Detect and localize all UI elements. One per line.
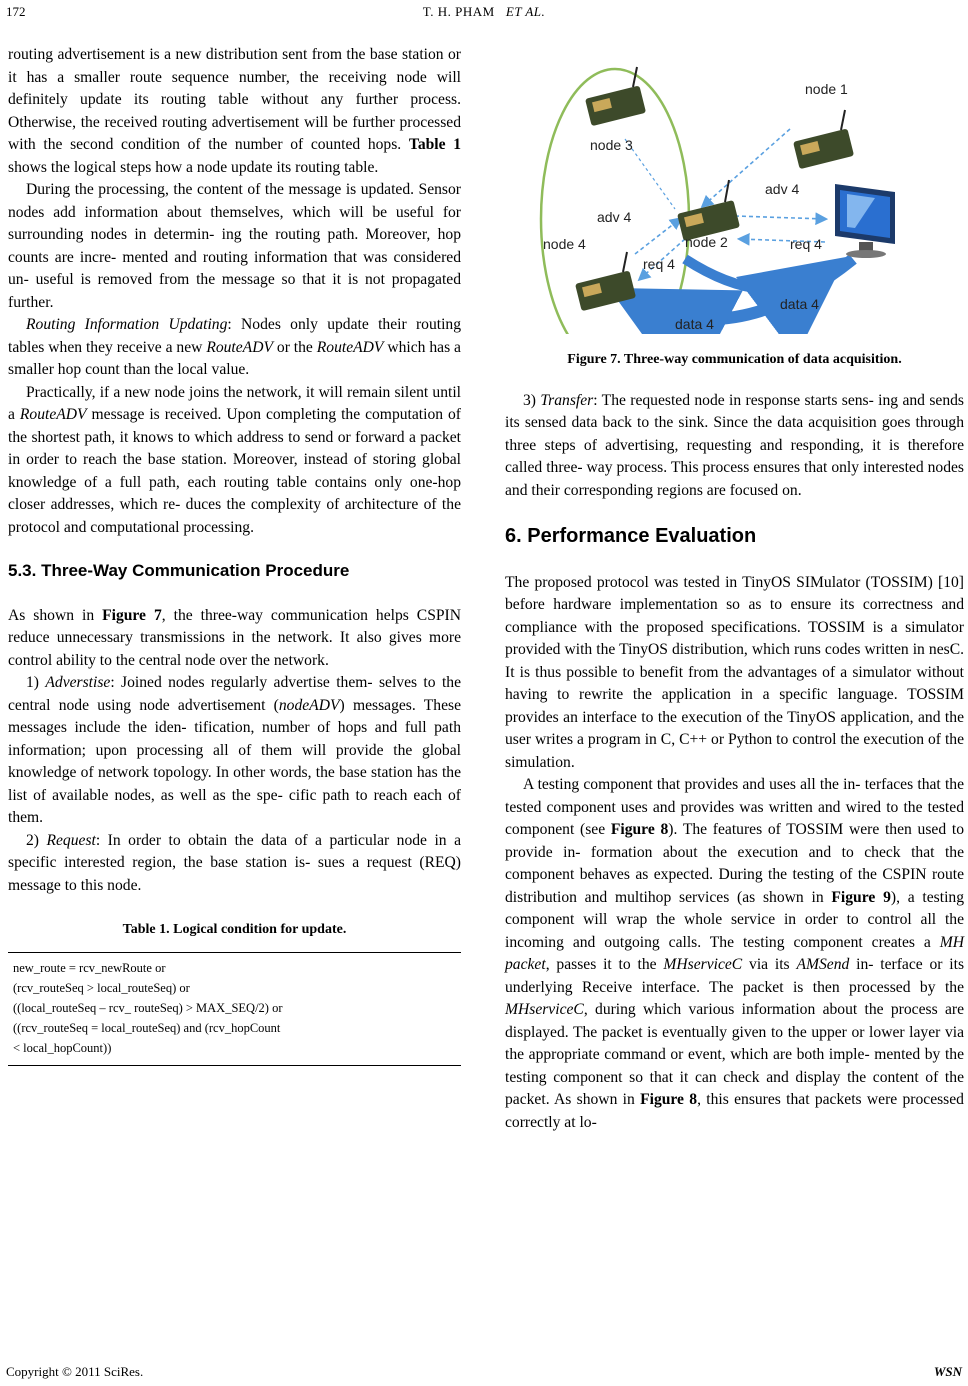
label-node-4: node 4 [542,236,586,252]
figure-8-ref[interactable]: Figure 8 [640,1091,698,1108]
table-1 [8,952,461,1066]
table-1-ref[interactable]: Table 1 [408,136,461,153]
figure-7-ref[interactable]: Figure 7 [102,606,162,624]
label-node-3: node 3 [589,137,633,153]
left-paragraph-6: 1) Adverstise: Joined nodes regularly advertise them- selves to the central node using node advertisement (nodeADV) messages. These messages include the iden- tification, number of hops and full path information; upon processing all of them will provide the global knowledge of network topology. In other words, the base station has the list of available nodes, as well as the spe- cific path to reach each of them. [8,674,461,826]
table-line: ((rcv_routeSeq = local_routeSeq) and (rcv_hopCount [13,1020,281,1035]
table-line: ((local_routeSeq – rcv_ routeSeq) > MAX_SEQ/2) or [13,1000,283,1015]
network-diagram [535,44,935,334]
base-station-monitor-icon [835,184,895,258]
figure-8-ref[interactable]: Figure 8 [610,821,669,838]
table-1-caption: Table 1. Logical condition for update. [122,922,347,937]
header-author: T. H. PHAM [422,4,495,19]
left-column [8,44,461,1066]
right-column [505,44,964,1134]
left-paragraph-7: 2) Request: In order to obtain the data of a particular node in a specific interested region, the base station is- sues a request (REQ) message to this node. [8,831,461,894]
left-paragraph-5: As shown in Figure 7, the three-way communication helps CSPIN reduce unnecessary transmissions in the network. It also gives more control ability to the central node over the network. [8,606,461,669]
section-heading-5-3: 5.3. Three-Way Communication Procedure [8,561,350,580]
table-line: (rcv_routeSeq > local_routeSeq) or [13,980,190,995]
left-paragraph-4: Practically, if a new node joins the network, it will remain silent until a RouteADV message is received. Upon completing the computation of the shortest path, it knows to which address to send or forward a packet in order to reach the base station. Moreover, instead of storing global knowledge of a full path, each routing table contains only one-hop closer addresses, which re- duces the complexity of architecture of the protocol and computational processing. [8,383,461,536]
sensor-node-4-icon [575,252,636,311]
label-req-4-left: req 4 [642,256,675,272]
label-adv-4-left: adv 4 [596,209,631,225]
label-adv-4-right: adv 4 [764,181,799,197]
adv-link-node2 [735,216,825,219]
left-paragraph-2: During the processing, the content of the message is updated. Sensor nodes add information about themselves, which will be useful for surrounding nodes in determin- ing the routing path. Moreover, hop counts are incre- mented and routing information that was considered un- useful is removed from the message so that it is not propagated further. [8,181,461,311]
sensor-node-1-icon [793,110,854,169]
label-node-2: node 2 [684,234,728,250]
label-data-4-bottom: data 4 [674,316,714,332]
figure-7-diagram [535,44,935,334]
right-paragraph-3: A testing component that provides and uses all the in- terfaces that the tested component uses and provides was written and wired to the tested component (see Figure 8). The features of TOSSIM were then used to provide in- formation about the execution and to check that the component behaves as expected. During the testing of the CSPIN route distribution and multihop services (as shown in Figure 9), a testing component will wrap the whole service in order to control all the incoming and outgoing calls. The testing component creates a MH packet, passes it to the MHserviceC via its AMSend in- terface or its underlying Receive interface. The packet is then processed by the MHserviceC, during which various information about the process are displayed. The packet is eventually given to the upper or lower layer via the appropriate command or event, which are both imple- mented by the testing component so that it can check and display the content of the packet. As shown in Figure 8, this ensures that packets were processed correctly at lo- [505,776,965,1131]
data-arrow-upper [685,259,830,289]
footer-copyright: Copyright © 2011 SciRes. [6,1364,144,1379]
left-paragraph-3: Routing Information Updating: Nodes only update their routing tables when they receive a new RouteADV or the RouteADV which has a smaller hop count than the local value. [8,316,461,378]
running-header [0,4,968,20]
table-line: new_route = rcv_newRoute or [13,960,166,975]
label-req-4-right: req 4 [789,236,822,252]
page-number: 172 [6,4,26,19]
figure-9-ref[interactable]: Figure 9 [831,888,891,906]
table-line: < local_hopCount)) [13,1040,112,1055]
header-etal: ET AL. [505,4,546,19]
section-heading-6: 6. Performance Evaluation [505,525,757,547]
footer-journal: WSN [933,1364,962,1379]
label-data-4-right: data 4 [779,296,819,312]
right-paragraph-1: 3) Transfer: The requested node in response starts sens- ing and sends its sensed data back to the sink. Since the data acquisition goes through three steps of advertising, requesting and responding, it is therefore called three- way process. This process ensures that only interested nodes and their corresponding regions are focused on. [505,391,964,499]
right-paragraph-2: The proposed protocol was tested in TinyOS SIMulator (TOSSIM) [10] before hardware implementation so as to ensure its correctness and compliance with the proposed specifications. TOSSIM is a simulator provided with the TinyOS distribution, which runs codes written in nesC. It is thus possible to benefit from the advantages of a simulator without having to rewrite the application in a specific language. TOSSIM provides an interface to the execution of the TinyOS application, and the user writes a program in C, C++ or Python to control the execution of the simulation. [505,573,964,771]
figure-7-caption: Figure 7. Three-way communication of data acquisition. [567,352,902,367]
label-node-1: node 1 [804,81,848,97]
left-paragraph-1: routing advertisement is a new distribution sent from the base station or it has a smaller route sequence number, the receiving node will definitely update its routing table without any further process. Otherwise, the received routing advertisement will be further processed with the second condition of the number of counted hops. Table 1 shows the logical steps how a node update its routing table. [8,46,461,176]
